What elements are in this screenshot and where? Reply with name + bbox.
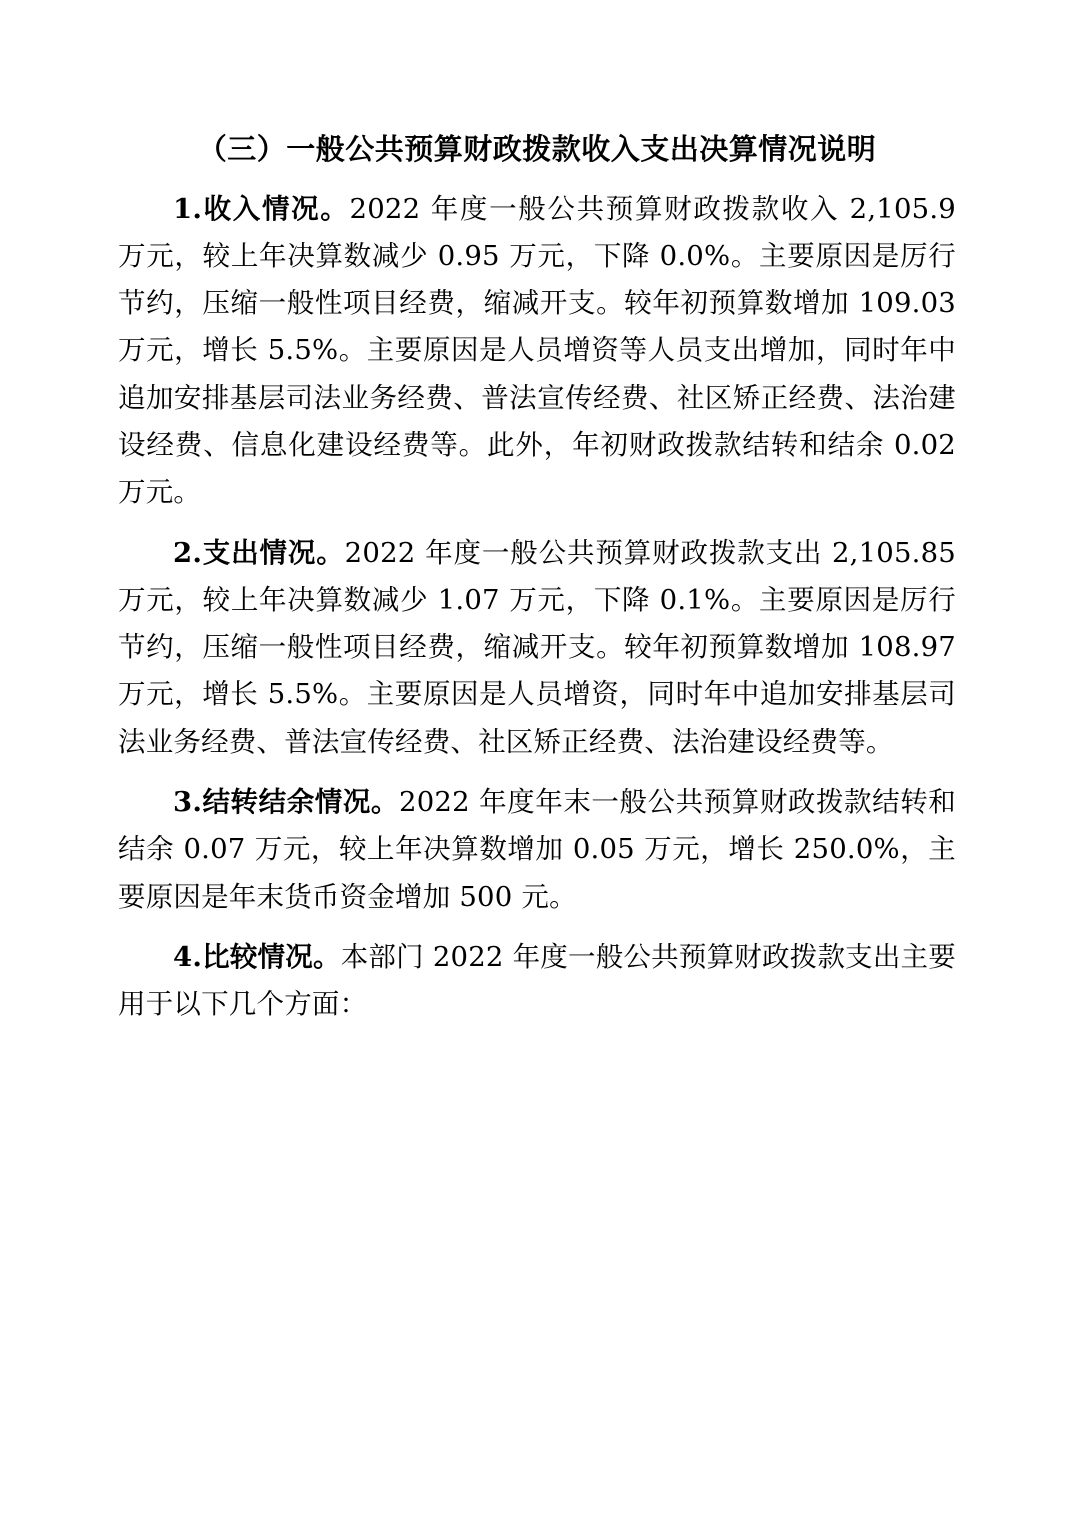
- page-bottom-spacer: [118, 1042, 956, 1043]
- paragraph-expenditure-body: 2022 年度一般公共预算财政拨款支出 2,105.85 万元，较上年决算数减少 1.07 万元，下降 0.1%。主要原因是厉行节约，压缩一般性项目经费，缩减开支。较年初预算数增加 108.97 万元，增长 5.5%。主要原因是人员增资，同时年中追加安排基层司法业务经费、普法宣传经费、社区矫正经费、法治建设经费等。: [118, 536, 957, 758]
- paragraph-carryover: [118, 779, 956, 921]
- paragraph-comparison: [118, 934, 956, 1029]
- page-title: （三）一般公共预算财政拨款收入支出决算情况说明: [197, 132, 877, 166]
- paragraph-income: [118, 186, 956, 517]
- paragraph-expenditure-lead: 2.支出情况。: [173, 536, 345, 569]
- paragraph-carryover-body: 2022 年度年末一般公共预算财政拨款结转和结余 0.07 万元，较上年决算数增加 0.05 万元，增长 250.0%，主要原因是年末货币资金增加 500 元。: [118, 786, 956, 913]
- paragraph-expenditure: [118, 530, 956, 766]
- paragraph-income-lead: 1.收入情况。: [173, 192, 350, 225]
- paragraph-comparison-body: 本部门 2022 年度一般公共预算财政拨款支出主要用于以下几个方面：: [118, 940, 957, 1021]
- paragraph-carryover-lead: 3.结转结余情况。: [173, 786, 399, 819]
- paragraph-comparison-lead: 4.比较情况。: [173, 940, 341, 973]
- paragraph-income-body: 2022 年度一般公共预算财政拨款收入 2,105.9 万元，较上年决算数减少 0.95 万元，下降 0.0%。主要原因是厉行节约，压缩一般性项目经费，缩减开支。较年初预算数增加 109.03 万元，增长 5.5%。主要原因是人员增资等人员支出增加，同时年中追加安排基层司法业务经费、普法宣传经费、社区矫正经费、法治建设经费、信息化建设经费等。此外，年初财政拨款结转和结余 0.02 万元。: [118, 192, 957, 509]
